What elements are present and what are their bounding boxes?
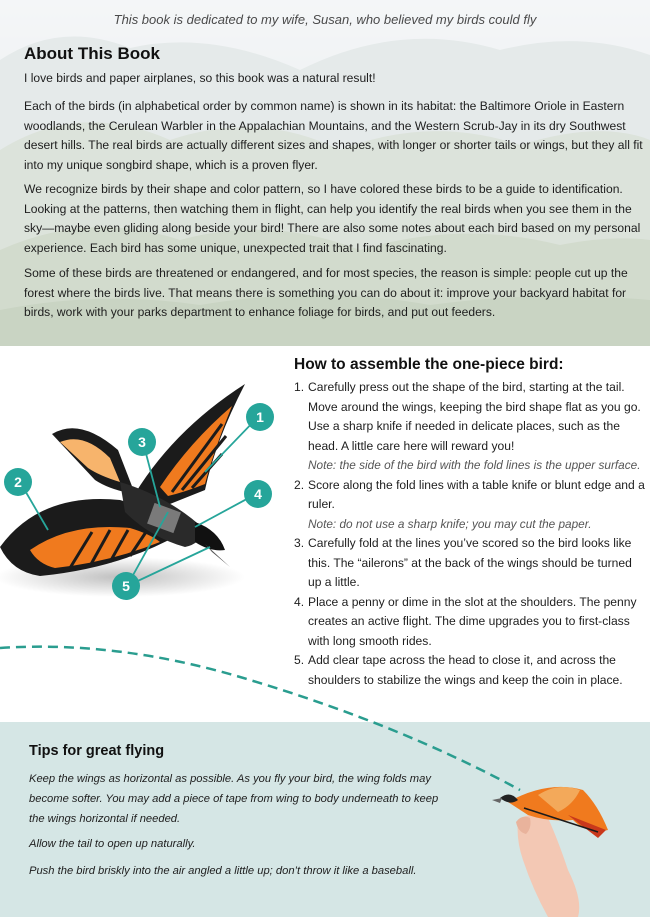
step-number: 5. [294,653,305,667]
callout-2 [4,468,32,496]
assembly-step [294,534,646,593]
callout-4 [244,480,272,508]
step-text: Place a penny or dime in the slot at the shoulders. The penny creates an active flight. The dime upgrades you to first-class with long smooth rides. [308,594,637,648]
step-text: Score along the fold lines with a table knife or blunt edge and a ruler. [308,477,645,511]
callout-1 [246,403,274,431]
hand-holding-bird-image [488,760,618,917]
tip-text: Keep the wings as horizontal as possible. As you fly your bird, the wing folds may become softer. You may add a piece of tape from wing to body underneath to keep the wings horizontal if needed. [29,773,439,825]
callout-5 [112,572,140,600]
svg-text:3: 3 [138,434,146,450]
tip-text: Allow the tail to open up naturally. [29,838,196,850]
about-paragraph: We recognize birds by their shape and color pattern, so I have colored these birds to be a guide to identification. Looking at the patterns, then watching them in flight, can help you identify the real birds when you see them in the sky—maybe even gliding along beside your bird! There are also some notes about each bird based on my personal experience. Each bird has some unique, unexpected trait that I find fascinating. [24,182,641,255]
about-paragraph: Some of these birds are threatened or endangered, and for most species, the reason is simple: people cut up the forest where the birds live. That means there is something you can do about it: improve your backyard habitat for birds, work with your parks department to enhance foliage for birds, and put out feeders. [24,266,628,320]
step-note: Note: the side of the bird with the fold lines is the upper surface. [308,458,641,472]
tip-text: Push the bird briskly into the air angled a little up; don’t throw it like a baseball. [29,865,417,877]
step-number: 1. [294,380,305,394]
step-number: 3. [294,536,305,550]
assembly-title: How to assemble the one-piece bird: [294,356,564,373]
svg-text:5: 5 [122,578,130,594]
about-paragraph: Each of the birds (in alphabetical order by common name) is shown in its habitat: the Baltimore Oriole in Eastern woodlands, the Cerulean Warbler in the Appalachian Mountains, and the Western Scrub-Jay in its dry Southwest desert hills. The real birds are actually different sizes and shapes, with longer or shorter tails or wings, but they all fit into my unique songbird shape, which is a proven flyer. [24,99,643,172]
step-text: Carefully fold at the lines you’ve scored so the bird looks like this. The “ailerons” at the back of the wings should be turned up a little. [308,536,632,589]
step-note: Note: do not use a sharp knife; you may cut the paper. [308,516,592,531]
step-number: 2. [294,477,305,492]
assembly-step [294,476,646,535]
about-title: About This Book [24,44,160,63]
svg-text:4: 4 [254,486,262,502]
svg-text:2: 2 [14,474,22,490]
tips-title: Tips for great flying [29,743,165,759]
assembly-step [294,378,646,476]
callout-3 [128,428,156,456]
about-paragraph: I love birds and paper airplanes, so this book was a natural result! [24,71,376,85]
about-section [0,0,650,346]
step-text: Carefully press out the shape of the bird, starting at the tail. Move around the wings, keeping the bird shape flat as you go. Use a sharp knife if needed in delicate places, such as the head. A little care here will reward you! [308,380,641,453]
svg-text:1: 1 [256,409,264,425]
paper-bird-illustration [0,372,290,612]
step-text: Add clear tape across the head to close it, and across the shoulders to stabilize the wings and keep the coin in place. [308,653,623,687]
dedication-text: This book is dedicated to my wife, Susan, who believed my birds could fly [113,12,537,27]
step-number: 4. [294,594,305,609]
